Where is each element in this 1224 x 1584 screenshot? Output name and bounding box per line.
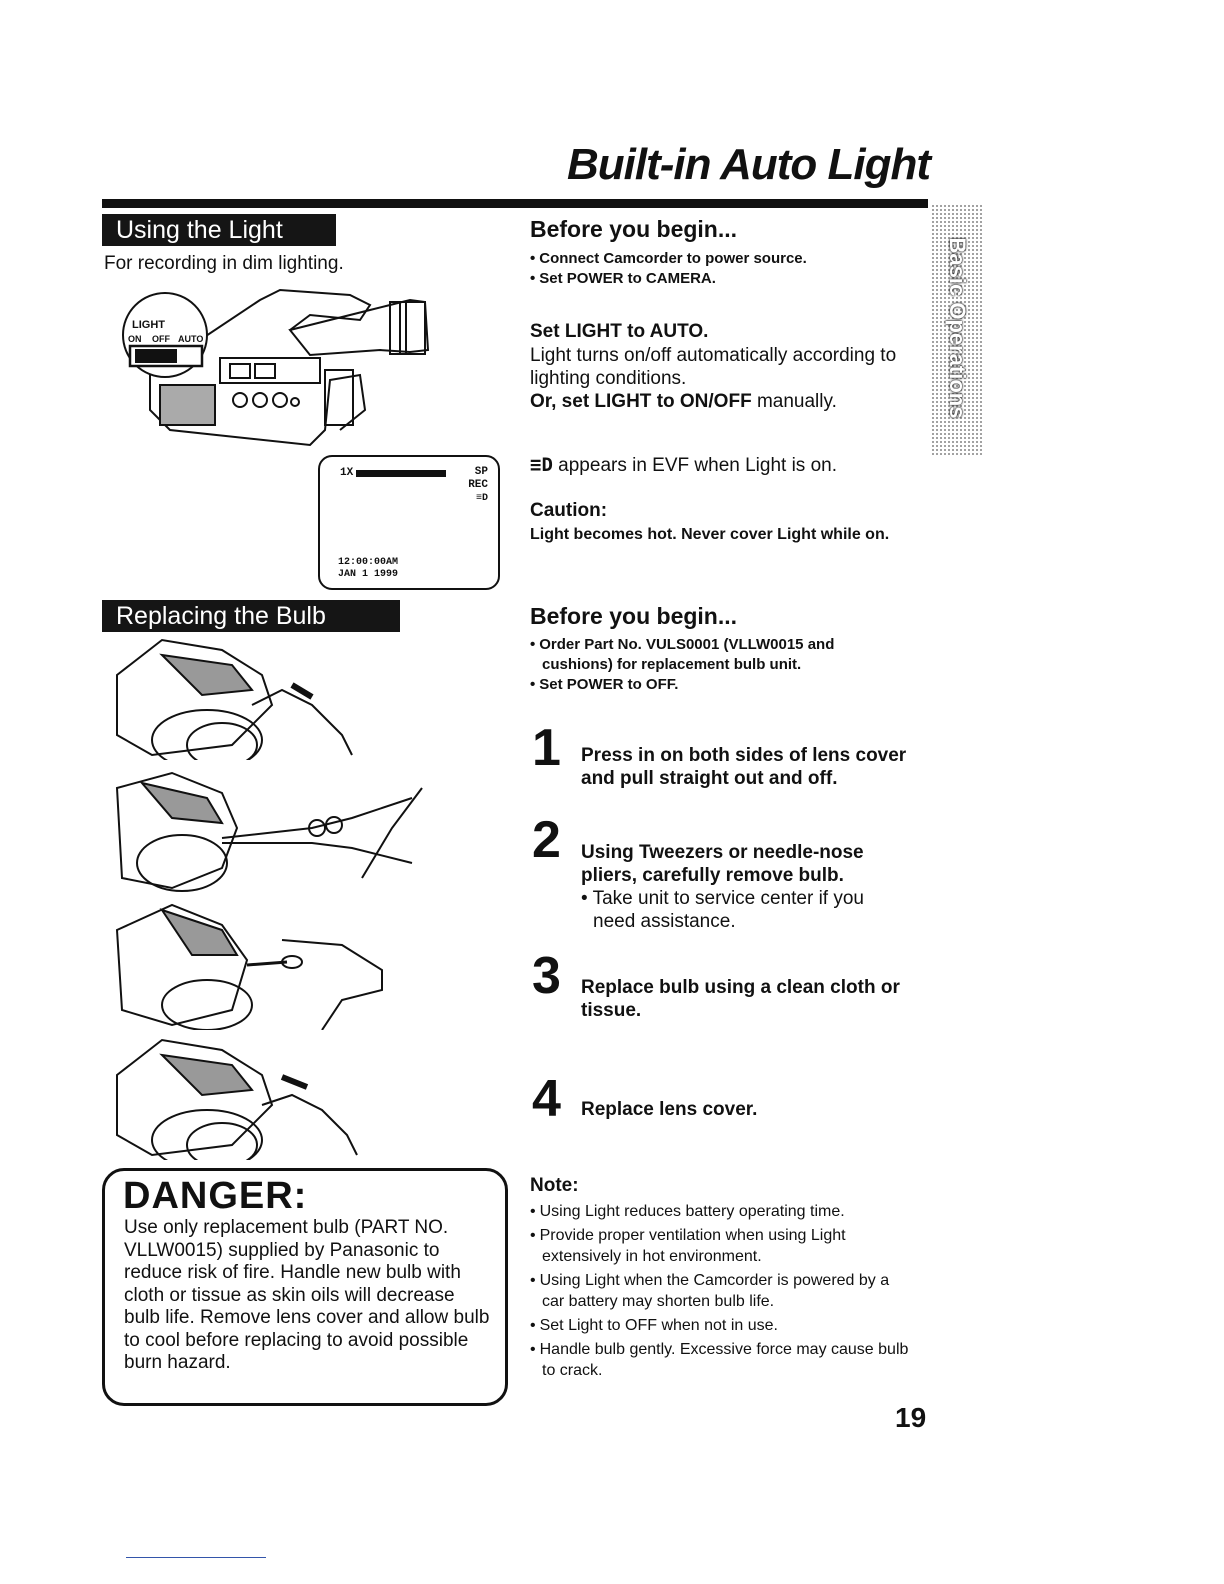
evf-date: JAN 1 1999 xyxy=(338,569,399,580)
set-light-or-rest: manually. xyxy=(751,391,837,412)
note-heading: Note: xyxy=(530,1175,579,1196)
before-begin-2-heading: Before you begin... xyxy=(530,603,738,629)
step-3-text: Replace bulb using a clean cloth or tissue. xyxy=(581,977,900,1021)
before-begin-1-heading: Before you begin... xyxy=(530,216,738,242)
replace-step-4-illustration xyxy=(112,1035,372,1165)
switch-pos-auto: AUTO xyxy=(178,334,204,344)
step-2-number: 2 xyxy=(532,811,561,869)
evf-status: REC xyxy=(468,479,488,491)
evf-note xyxy=(530,454,837,477)
step-4-number: 4 xyxy=(532,1070,561,1128)
replace-step-3-illustration xyxy=(112,900,402,1035)
note-list xyxy=(530,1201,910,1384)
evf-time: 12:00:00AM xyxy=(338,557,399,568)
evf-mode: SP xyxy=(474,466,488,478)
danger-title: DANGER: xyxy=(123,1175,308,1217)
step-1-number: 1 xyxy=(532,719,561,777)
step-2-subnote-text: Take unit to service center if you need assistance. xyxy=(592,888,865,932)
before-begin-2-list xyxy=(530,635,900,695)
set-light-text: Light turns on/off automatically according to lighting conditions. xyxy=(530,345,897,389)
danger-box xyxy=(102,1168,508,1406)
step-4-text: Replace lens cover. xyxy=(581,1099,758,1120)
replacing-bulb-header: Replacing the Bulb xyxy=(102,600,400,632)
set-light-heading: Set LIGHT to AUTO. xyxy=(530,321,709,342)
light-icon: ≡D xyxy=(530,454,553,476)
list-item: • Order Part No. VULS0001 (VLLW0015 and cushions) for replacement bulb unit. xyxy=(530,635,900,675)
light-switch-label: LIGHT xyxy=(132,319,165,331)
using-light-subtitle: For recording in dim lighting. xyxy=(104,253,344,274)
side-tab xyxy=(928,205,982,455)
danger-text: Use only replacement bulb (PART NO. VLLW0015) supplied by Panasonic to reduce risk of fire. Handle new bulb with cloth or tissue as skin oils will decrease bulb life. Remove lens cover and allow bulb to cool before replacing to avoid possible burn hazard. xyxy=(124,1217,490,1373)
set-light-or xyxy=(530,390,837,413)
side-tab-label: Basic Operations xyxy=(945,237,970,419)
step-3-number: 3 xyxy=(532,947,561,1005)
evf-note-text: appears in EVF when Light is on. xyxy=(558,455,838,476)
list-item: • Set POWER to OFF. xyxy=(530,675,900,695)
switch-pos-on: ON xyxy=(128,334,142,344)
evf-light-icon: ≡D xyxy=(475,493,488,504)
replace-step-2-illustration xyxy=(112,768,442,898)
evf-zoom-bar xyxy=(356,470,446,477)
list-item: • Provide proper ventilation when using Light extensively in hot environment. xyxy=(530,1225,910,1267)
title-rule xyxy=(102,199,928,208)
before-begin-1-list xyxy=(530,249,920,289)
page-number: 19 xyxy=(895,1402,927,1433)
using-light-header: Using the Light xyxy=(102,214,336,246)
list-item: • Handle bulb gently. Excessive force may cause bulb to crack. xyxy=(530,1339,910,1381)
evf-zoom: 1X xyxy=(340,467,354,479)
replace-step-1-illustration xyxy=(112,635,372,765)
caution-text: Light becomes hot. Never cover Light while on. xyxy=(530,526,890,543)
evf-display xyxy=(318,455,500,590)
set-light-or-bold: Or, set LIGHT to ON/OFF xyxy=(530,391,752,412)
list-item: • Using Light reduces battery operating time. xyxy=(530,1201,910,1222)
list-item: • Using Light when the Camcorder is powered by a car battery may shorten bulb life. xyxy=(530,1270,910,1312)
step-1-text: Press in on both sides of lens cover and pull straight out and off. xyxy=(581,745,907,789)
footnote-rule xyxy=(126,1557,266,1558)
camcorder-illustration xyxy=(110,280,440,455)
caution-heading: Caution: xyxy=(530,500,608,521)
list-item: • Set POWER to CAMERA. xyxy=(530,269,920,289)
step-2-text: Using Tweezers or needle-nose pliers, carefully remove bulb. xyxy=(581,842,864,886)
switch-pos-off: OFF xyxy=(152,334,170,344)
list-item: • Set Light to OFF when not in use. xyxy=(530,1315,910,1336)
step-2-subnote: • Take unit to service center if you need assistance. xyxy=(581,888,865,932)
list-item: • Connect Camcorder to power source. xyxy=(530,249,920,269)
page-title: Built-in Auto Light xyxy=(566,140,930,189)
